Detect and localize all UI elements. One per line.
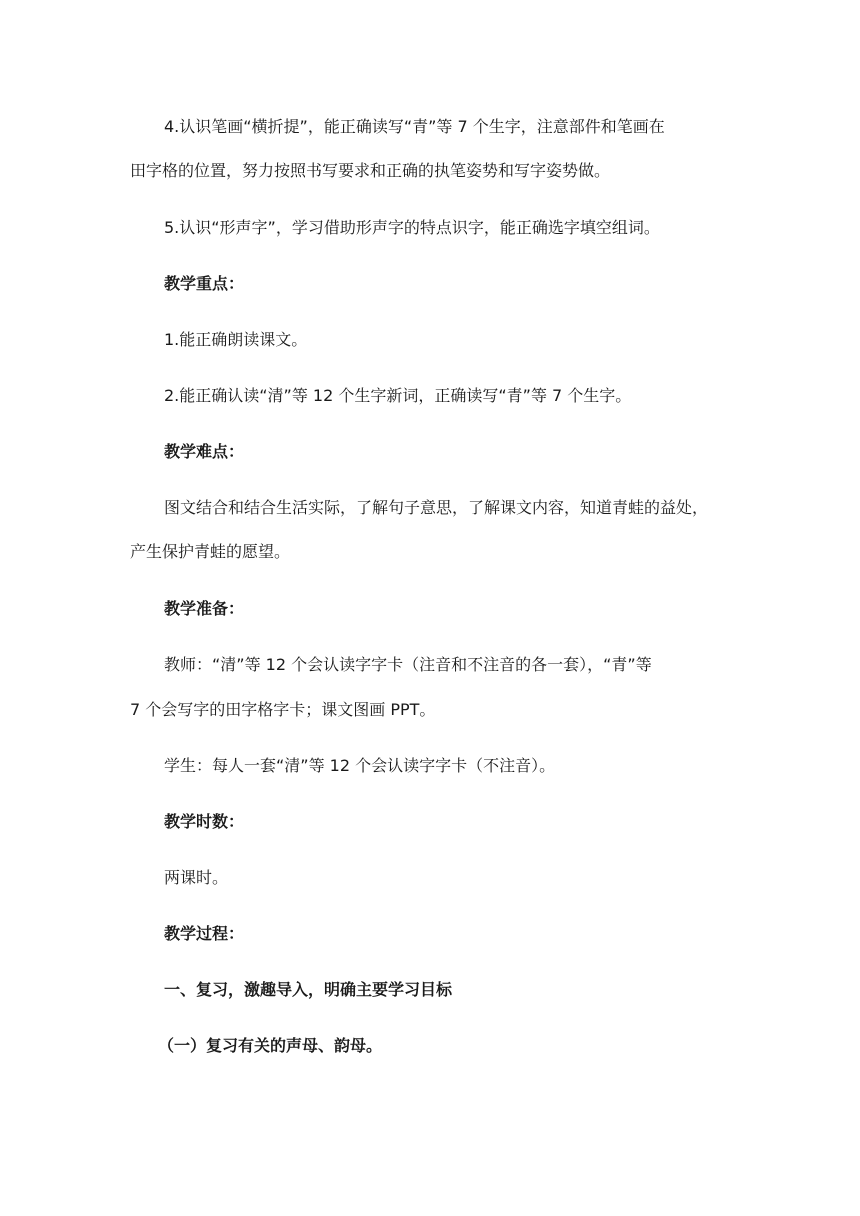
difficulties-paragraph-continued <box>130 538 736 566</box>
difficulties-line-2: 产生保护青蛙的愿望。 <box>130 542 291 561</box>
preparation-teacher-continued <box>130 696 736 724</box>
key-point-item-2 <box>130 382 770 410</box>
process-subsection-1-text: （一）复习有关的声母、韵母。 <box>158 1036 383 1055</box>
preparation-heading <box>130 595 770 623</box>
objective-item-5 <box>130 214 770 242</box>
objective-item-4 <box>130 113 770 141</box>
preparation-teacher-line-1: 教师：“清”等 12 个会认读字字卡（注音和不注音的各一套），“青”等 <box>164 655 652 674</box>
objective-item-5-text: 5.认识“形声字”，学习借助形声字的特点识字，能正确选字填空组词。 <box>164 218 660 237</box>
process-section-1-text: 一、复习，激趣导入，明确主要学习目标 <box>164 980 453 999</box>
process-heading-text: 教学过程： <box>164 924 245 943</box>
hours-heading-text: 教学时数： <box>164 812 245 831</box>
key-point-item-1 <box>130 326 770 354</box>
difficulties-heading <box>130 438 770 466</box>
preparation-student-text: 学生：每人一套“清”等 12 个会认读字字卡（不注音）。 <box>164 756 556 775</box>
hours-heading <box>130 808 770 836</box>
key-points-heading-text: 教学重点： <box>164 274 245 293</box>
preparation-teacher-line-2: 7 个会写字的田字格字卡；课文图画 PPT。 <box>130 700 436 719</box>
objective-item-4-line-1: 4.认识笔画“横折提”，能正确读写“青”等 7 个生字，注意部件和笔画在 <box>164 117 665 136</box>
objective-item-4-line-2: 田字格的位置，努力按照书写要求和正确的执笔姿势和写字姿势做。 <box>130 161 611 180</box>
key-points-heading <box>130 270 770 298</box>
hours-value <box>130 864 770 892</box>
key-point-item-1-text: 1.能正确朗读课文。 <box>164 330 308 349</box>
preparation-student <box>130 752 770 780</box>
difficulties-line-1: 图文结合和结合生活实际，了解句子意思，了解课文内容，知道青蛙的益处， <box>164 498 709 517</box>
difficulties-paragraph <box>130 494 770 522</box>
hours-value-text: 两课时。 <box>164 868 229 887</box>
preparation-heading-text: 教学准备： <box>164 599 245 618</box>
objective-item-4-continued <box>130 157 736 185</box>
process-subsection-1 <box>158 1032 764 1060</box>
process-heading <box>130 920 770 948</box>
preparation-teacher <box>130 651 770 679</box>
process-section-1 <box>130 976 770 1004</box>
key-point-item-2-text: 2.能正确认读“清”等 12 个生字新词，正确读写“青”等 7 个生字。 <box>164 386 632 405</box>
difficulties-heading-text: 教学难点： <box>164 442 245 461</box>
